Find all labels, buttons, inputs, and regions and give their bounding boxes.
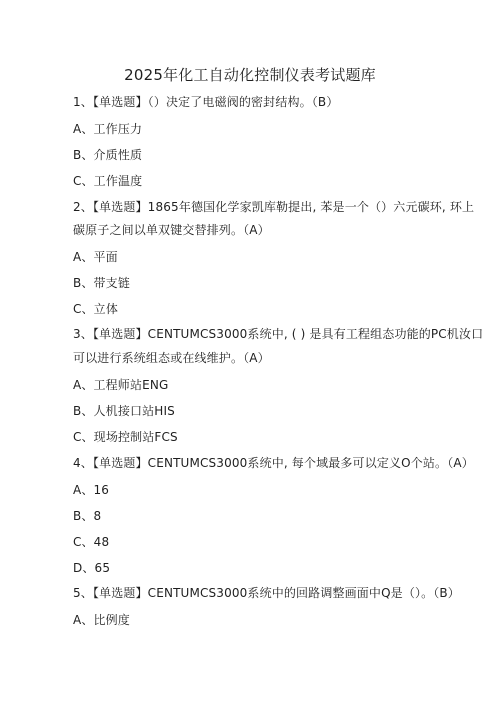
question-1-text: 1、【单选题】（）决定了电磁阀的密封结构。（B）	[73, 95, 339, 109]
question-3-text-line-1: 3、【单选题】CENTUMCS3000系统中, ( ) 是具有工程组态功能的PC机汝口	[73, 327, 484, 341]
question-2-text-line-2: 碳原子之间以单双键交替排列。（A）	[73, 223, 270, 237]
page-title: 2025年化工自动化控制仪表考试题库	[124, 66, 376, 84]
question-3-option-a: A、工程师站ENG	[73, 378, 169, 392]
question-2-option-b: B、带支链	[73, 276, 130, 290]
question-1-option-b: B、介质性质	[73, 148, 143, 162]
question-4-text: 4、【单选题】CENTUMCS3000系统中, 每个域最多可以定义O个站。（A）	[73, 456, 474, 470]
question-3-text-line-2: 可以进行系统组态或在线维护。（A）	[73, 351, 270, 365]
question-4-option-a: A、16	[73, 483, 110, 497]
question-2-text-line-1: 2、【单选题】1865年德国化学家凯库勒提出, 苯是一个（）六元碳环, 环上	[73, 200, 475, 214]
question-4-option-c: C、48	[73, 535, 110, 549]
question-4-option-d: D、65	[73, 561, 111, 575]
question-2-option-a: A、平面	[73, 250, 118, 264]
question-3-option-c: C、现场控制站FCS	[73, 430, 178, 444]
question-5-option-a: A、比例度	[73, 613, 130, 627]
question-3-option-b: B、人机接口站HIS	[73, 404, 175, 418]
question-1-option-c: C、工作温度	[73, 174, 143, 188]
question-1-option-a: A、工作压力	[73, 122, 143, 136]
question-5-text: 5、【单选题】CENTUMCS3000系统中的回路调整画面中Q是（）。（B）	[73, 586, 460, 600]
question-2-option-c: C、立体	[73, 302, 118, 316]
question-4-option-b: B、8	[73, 509, 102, 523]
